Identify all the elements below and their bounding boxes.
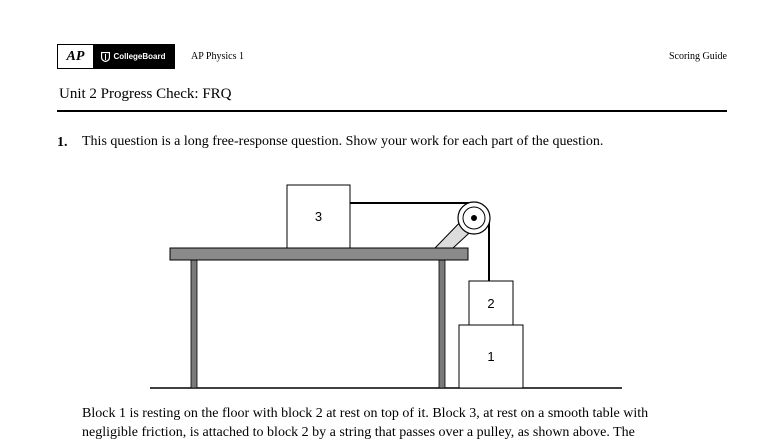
title-divider xyxy=(57,110,727,112)
physics-diagram xyxy=(140,175,630,395)
scoring-guide-label: Scoring Guide xyxy=(668,51,727,62)
page-header xyxy=(57,44,727,71)
table-leg-left xyxy=(191,260,197,388)
block-1-label: 1 xyxy=(487,349,495,364)
table-leg-right xyxy=(439,260,445,388)
ap-logo: AP xyxy=(58,45,93,68)
course-name: AP Physics 1 xyxy=(191,51,244,62)
ap-collegeboard-logo xyxy=(57,44,175,69)
question-prompt: This question is a long free-response question. Show your work for each part of the question. xyxy=(82,134,604,149)
block-3-label: 3 xyxy=(314,209,323,224)
question-number: 1. xyxy=(57,135,68,150)
body-line: negligible friction, is attached to block 2 by a string that passes over a pulley, as shown above. The xyxy=(82,425,635,440)
table-top xyxy=(170,248,468,260)
block-2-label: 2 xyxy=(487,296,495,311)
page-title: Unit 2 Progress Check: FRQ xyxy=(59,86,232,102)
body-line: Block 1 is resting on the floor with block 2 at rest on top of it. Block 3, at rest on a smooth table with xyxy=(82,406,649,421)
shield-icon xyxy=(101,52,110,62)
pulley-axle xyxy=(471,215,477,221)
collegeboard-logo: CollegeBoard xyxy=(113,52,166,61)
question-body xyxy=(82,404,692,442)
